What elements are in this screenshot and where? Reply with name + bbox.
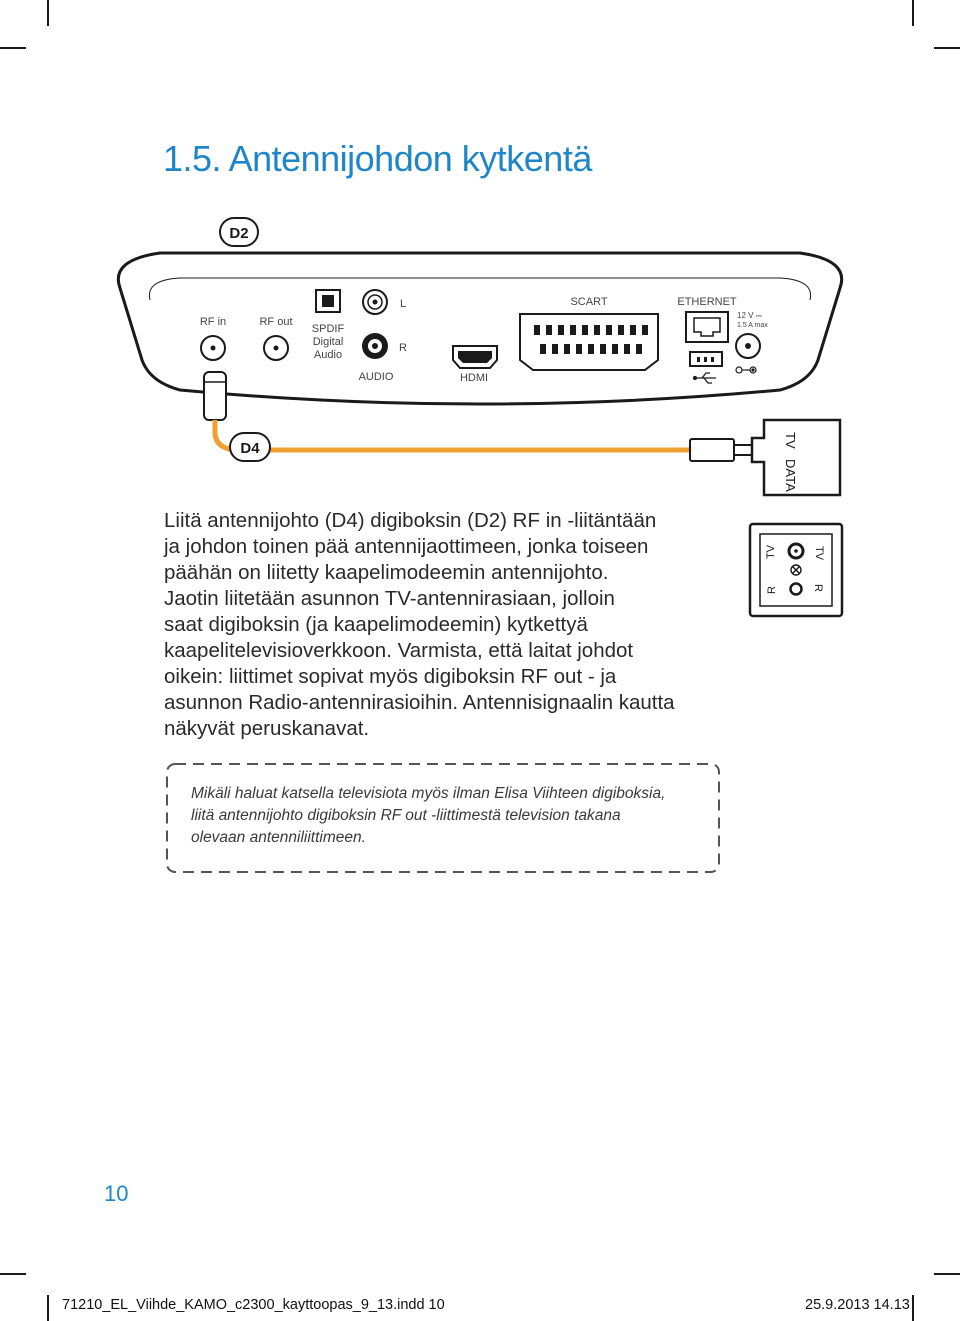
instruction-line: ja johdon toinen pää antennijaottimeen, jonka toiseen bbox=[164, 535, 649, 558]
hdmi-port bbox=[453, 346, 497, 368]
svg-text:R: R bbox=[766, 586, 778, 594]
instruction-line: Liitä antennijohto (D4) digiboksin (D2) RF in -liitäntään bbox=[164, 509, 657, 532]
svg-text:SCART: SCART bbox=[570, 296, 608, 308]
antenna-splitter bbox=[752, 420, 840, 495]
svg-text:TV: TV bbox=[813, 546, 825, 561]
footer-file-name: 71210_EL_Viihde_KAMO_c2300_kayttoopas_9_13.indd 10 bbox=[62, 1297, 445, 1313]
ethernet-port bbox=[686, 312, 728, 342]
radio-socket bbox=[791, 584, 802, 595]
crop-mark-right-upper bbox=[934, 47, 960, 49]
svg-text:HDMI: HDMI bbox=[459, 372, 489, 384]
connection-diagram bbox=[0, 200, 960, 500]
crop-mark-left-upper bbox=[0, 47, 26, 49]
svg-text:TV: TV bbox=[765, 544, 777, 559]
svg-text:Audio: Audio bbox=[313, 349, 343, 361]
splitter-plug bbox=[690, 439, 752, 461]
footer-date: 25.9.2013 14.13 bbox=[805, 1297, 910, 1313]
instruction-text bbox=[164, 508, 724, 742]
scart-port bbox=[520, 314, 658, 370]
svg-text:RF in: RF in bbox=[199, 316, 227, 328]
svg-text:R: R bbox=[812, 584, 824, 592]
instruction-line: päähän on liitetty kaapelimodeemin antennijohto. bbox=[164, 561, 609, 584]
svg-text:Digital: Digital bbox=[312, 336, 344, 348]
cable-badge bbox=[230, 433, 270, 461]
svg-text:SPDIF: SPDIF bbox=[311, 323, 345, 335]
crop-mark-left-lower bbox=[0, 1273, 26, 1275]
crop-mark-bottom-right bbox=[912, 1295, 914, 1321]
svg-text:L: L bbox=[400, 298, 407, 310]
svg-text:R: R bbox=[399, 342, 407, 354]
svg-text:AUDIO: AUDIO bbox=[358, 371, 394, 383]
crop-mark-top-right bbox=[912, 0, 914, 26]
note-line: liitä antennijohto digiboksin RF out -liittimestä television takana bbox=[191, 807, 621, 824]
usb-port bbox=[690, 352, 722, 366]
svg-text:TV: TV bbox=[783, 432, 798, 449]
instruction-line: saat digiboksin (ja kaapelimodeemin) kytkettyä bbox=[164, 613, 588, 636]
rf-in-port bbox=[201, 336, 225, 360]
crop-mark-top-left bbox=[47, 0, 49, 26]
instruction-line: näkyvät peruskanavat. bbox=[164, 717, 370, 740]
rf-cable-plug bbox=[204, 372, 226, 420]
note-line: Mikäli haluat katsella televisiota myös ilman Elisa Viihteen digiboksia, bbox=[191, 785, 666, 802]
page-title: 1.5. Antennijohdon kytkentä bbox=[163, 138, 592, 179]
antenna-wall-outlet bbox=[748, 522, 844, 618]
page-number: 10 bbox=[104, 1181, 129, 1206]
rf-out-port bbox=[264, 336, 288, 360]
audio-l-port bbox=[363, 290, 387, 314]
spdif-port bbox=[316, 290, 340, 312]
svg-text:1.5 A max: 1.5 A max bbox=[737, 322, 768, 329]
antenna-cable bbox=[215, 420, 690, 450]
svg-text:DATA: DATA bbox=[783, 459, 798, 492]
instruction-line: asunnon Radio-antennirasioihin. Antennisignaalin kautta bbox=[164, 691, 675, 714]
note-text bbox=[191, 783, 711, 849]
svg-text:D4: D4 bbox=[240, 440, 260, 457]
svg-text:ETHERNET: ETHERNET bbox=[677, 296, 737, 308]
svg-text:D2: D2 bbox=[229, 225, 249, 242]
crop-mark-right-lower bbox=[934, 1273, 960, 1275]
instruction-line: oikein: liittimet sopivat myös digiboksin RF out - ja bbox=[164, 665, 617, 688]
instruction-line: kaapelitelevisioverkkoon. Varmista, että laitat johdot bbox=[164, 639, 634, 662]
power-port bbox=[736, 334, 760, 358]
svg-text:RF out: RF out bbox=[259, 316, 293, 328]
instruction-line: Jaotin liitetään asunnon TV-antennirasiaan, jolloin bbox=[164, 587, 615, 610]
device-badge bbox=[220, 218, 258, 246]
svg-text:12 V ⎓: 12 V ⎓ bbox=[737, 311, 763, 320]
crop-mark-bottom-left bbox=[47, 1295, 49, 1321]
note-line: olevaan antenniliittimeen. bbox=[191, 829, 366, 846]
audio-r-port bbox=[362, 333, 388, 359]
